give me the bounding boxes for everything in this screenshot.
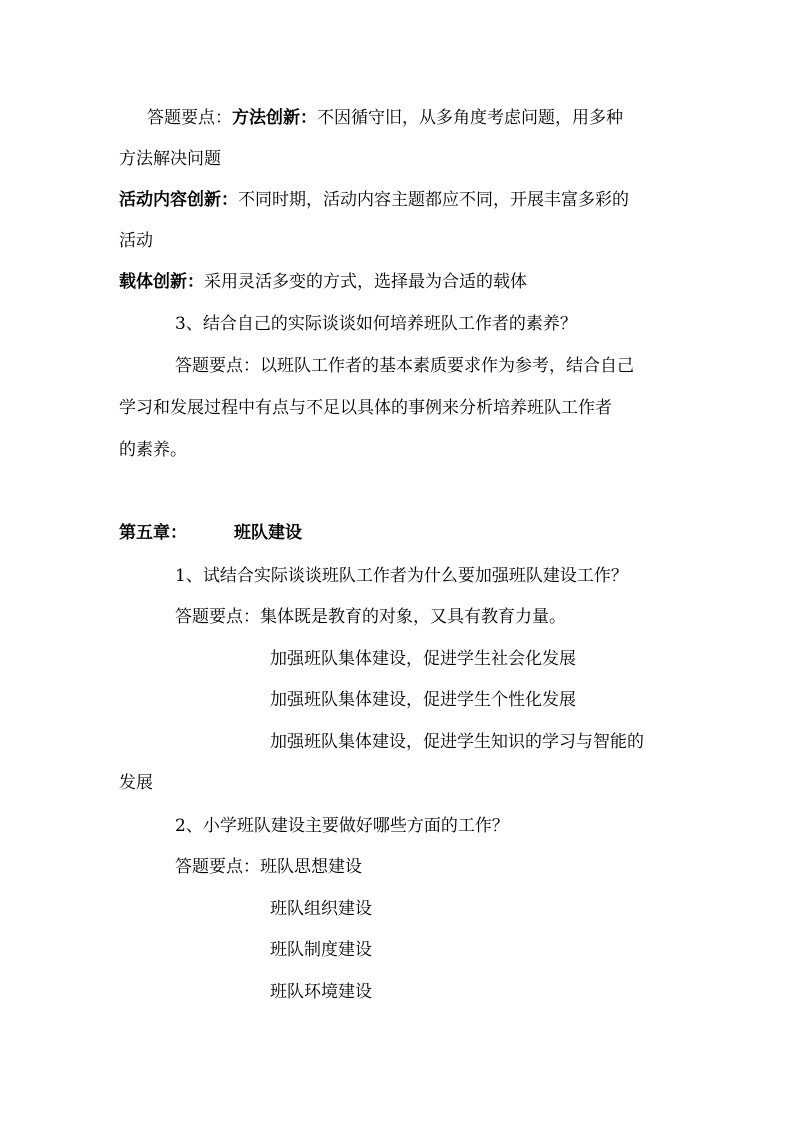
answer-prefix: 答题要点： bbox=[175, 857, 260, 877]
method-innovation-text-cont: 方法解决问题 bbox=[119, 149, 221, 169]
activity-innovation-label: 活动内容创新： bbox=[119, 190, 238, 210]
answer-point: 班队环境建设 bbox=[270, 982, 372, 1002]
question-3-answer-line1: 答题要点：以班队工作者的基本素质要求作为参考，结合自己 bbox=[175, 356, 634, 376]
answer-point: 班队制度建设 bbox=[270, 940, 372, 960]
method-innovation-label: 方法创新： bbox=[232, 108, 317, 128]
answer-point: 加强班队集体建设，促进学生社会化发展 bbox=[270, 649, 576, 669]
method-innovation-text: 不因循守旧，从多角度考虑问题，用多种 bbox=[317, 108, 623, 128]
answer-point: 加强班队集体建设，促进学生知识的学习与智能的 bbox=[270, 732, 644, 752]
question-3-answer-line3: 的素养。 bbox=[119, 440, 187, 460]
answer-point-cont: 发展 bbox=[119, 773, 153, 793]
answer-prefix: 答题要点： bbox=[147, 108, 232, 128]
question-3: 3、结合自己的实际谈谈如何培养班队工作者的素养？ bbox=[175, 314, 577, 334]
answer-point: 加强班队集体建设，促进学生个性化发展 bbox=[270, 690, 576, 710]
chapter5-question-1-answer: 答题要点：集体既是教育的对象，又具有教育力量。 bbox=[175, 607, 566, 627]
activity-innovation-line bbox=[119, 189, 629, 211]
method-innovation-line bbox=[147, 107, 623, 129]
chapter5-question-1: 1、试结合实际谈谈班队工作者为什么要加强班队建设工作？ bbox=[175, 566, 628, 586]
chapter-label: 第五章： bbox=[119, 523, 187, 543]
chapter5-question-2-answer bbox=[175, 856, 362, 878]
carrier-innovation-text: 采用灵活多变的方式，选择最为合适的载体 bbox=[204, 272, 527, 292]
carrier-innovation-line bbox=[119, 271, 527, 293]
answer-point: 班队组织建设 bbox=[270, 899, 372, 919]
activity-innovation-text: 不同时期，活动内容主题都应不同，开展丰富多彩的 bbox=[238, 190, 629, 210]
carrier-innovation-label: 载体创新： bbox=[119, 272, 204, 292]
chapter5-question-2: 2、小学班队建设主要做好哪些方面的工作？ bbox=[175, 816, 509, 836]
question-3-answer-line2: 学习和发展过程中有点与不足以具体的事例来分析培养班队工作者 bbox=[119, 398, 612, 418]
answer-point: 班队思想建设 bbox=[260, 857, 362, 877]
chapter-title: 班队建设 bbox=[234, 523, 302, 543]
activity-innovation-text-cont: 活动 bbox=[119, 231, 153, 251]
